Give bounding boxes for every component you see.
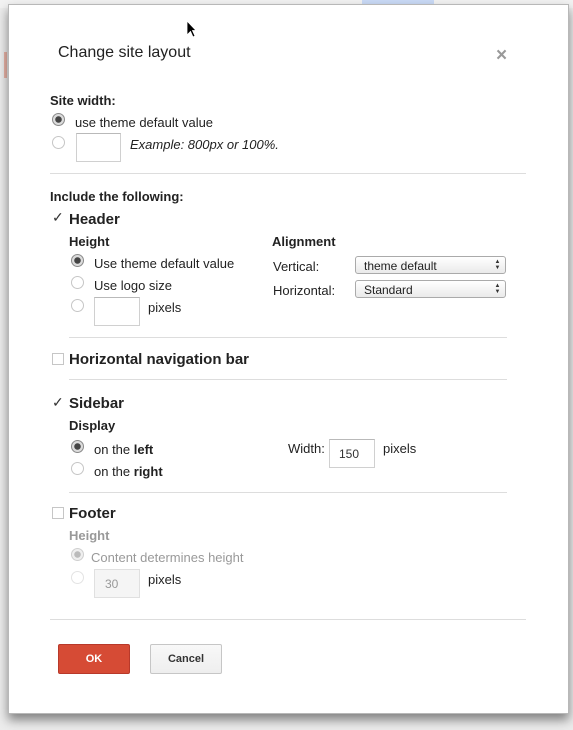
site-width-heading: Site width: [50, 93, 116, 108]
horizontal-select[interactable] [355, 280, 506, 298]
section-divider [50, 619, 526, 620]
footer-pixels-label: pixels [148, 572, 182, 587]
footer-height-heading: Height [69, 528, 110, 543]
footer-checkbox[interactable] [52, 507, 64, 519]
select-arrows-icon: ▲ ▼ [494, 259, 501, 271]
header-label: Header [69, 211, 120, 228]
header-height-custom-radio[interactable] [71, 299, 84, 312]
horizontal-label: Horizontal: [273, 283, 336, 298]
section-divider [69, 492, 507, 493]
change-layout-dialog [8, 4, 569, 714]
footer-label: Footer [69, 505, 116, 522]
select-arrows-icon: ▲ ▼ [494, 283, 501, 295]
section-divider [69, 337, 507, 338]
vertical-label: Vertical: [273, 259, 320, 274]
ok-button[interactable]: OK [58, 644, 130, 674]
sidebar-label: Sidebar [69, 395, 125, 412]
alignment-heading: Alignment [272, 234, 336, 249]
nav-label: Horizontal navigation bar [69, 351, 250, 368]
include-heading: Include the following: [50, 189, 184, 204]
section-divider [50, 173, 526, 174]
footer-custom-radio[interactable] [71, 571, 84, 584]
header-pixels-label: pixels [148, 300, 182, 315]
header-checkbox[interactable]: ✓ [52, 209, 64, 225]
header-height-logo-label: Use logo size [94, 278, 173, 293]
header-height-input[interactable] [94, 297, 140, 326]
header-height-default-label: Use theme default value [94, 256, 235, 271]
header-height-heading: Height [69, 234, 110, 249]
site-width-example: Example: 800px or 100%. [130, 137, 279, 152]
background-accent-mark [4, 52, 7, 78]
vertical-select[interactable] [355, 256, 506, 274]
sidebar-pixels-label: pixels [383, 441, 417, 456]
dialog-title: Change site layout [58, 44, 191, 61]
sidebar-right-prefix: on the [94, 464, 134, 479]
close-icon[interactable]: × [496, 45, 508, 66]
sidebar-right-radio[interactable] [71, 462, 84, 475]
horizontal-select-value: Standard [364, 283, 413, 297]
site-width-input[interactable] [76, 133, 121, 162]
site-width-custom-radio[interactable] [52, 136, 65, 149]
sidebar-left-bold: left [133, 442, 154, 457]
sidebar-width-label: Width: [288, 441, 325, 456]
footer-content-label: Content determines height [91, 550, 244, 565]
nav-checkbox[interactable] [52, 353, 64, 365]
sidebar-left-label [94, 442, 153, 457]
footer-height-input[interactable] [94, 569, 140, 598]
section-divider [69, 379, 507, 380]
header-height-default-radio[interactable] [71, 254, 84, 267]
sidebar-display-heading: Display [69, 418, 116, 433]
sidebar-left-prefix: on the [94, 442, 134, 457]
mouse-pointer-icon [186, 20, 196, 40]
sidebar-width-input[interactable] [329, 439, 375, 468]
site-width-default-radio[interactable] [52, 113, 65, 126]
footer-content-radio[interactable] [71, 548, 84, 561]
header-height-logo-radio[interactable] [71, 276, 84, 289]
sidebar-checkbox[interactable]: ✓ [52, 394, 64, 410]
vertical-select-value: theme default [364, 259, 437, 273]
sidebar-left-radio[interactable] [71, 440, 84, 453]
sidebar-right-label [94, 464, 163, 479]
site-width-default-label: use theme default value [75, 115, 214, 130]
cancel-button[interactable]: Cancel [150, 644, 222, 674]
sidebar-right-bold: right [133, 464, 163, 479]
